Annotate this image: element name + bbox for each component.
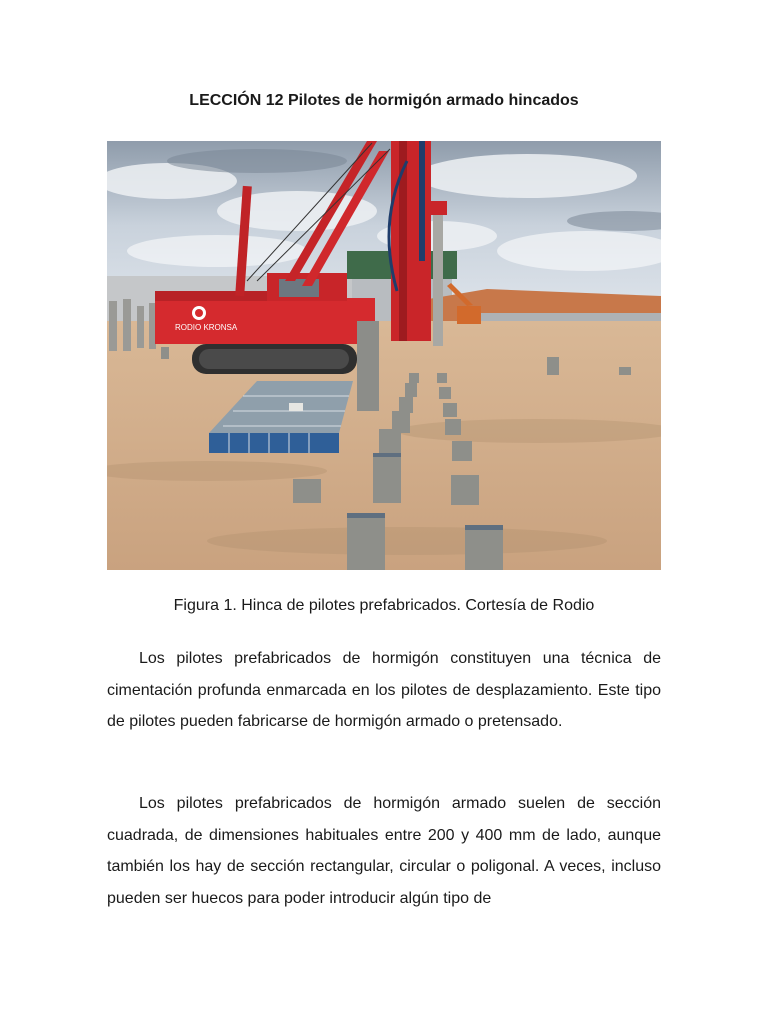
paragraph-2: Los pilotes prefabricados de hormigón armado suelen de sección cuadrada, de dimensiones habituales entre 200 y 400 mm de lado, aunque también los hay de sección rectangular, circular o poligonal. A veces, incluso pueden ser huecos para poder introducir algún tipo de [107, 795, 661, 907]
document-title: LECCIÓN 12 Pilotes de hormigón armado hincados [189, 92, 579, 109]
figure-photo [107, 141, 661, 570]
figure-caption: Figura 1. Hinca de pilotes prefabricados. Cortesía de Rodio [173, 597, 595, 614]
rig-label: RODIO KRONSA [175, 323, 238, 332]
paragraph-1: Los pilotes prefabricados de hormigón constituyen una técnica de cimentación profunda enmarcada en los pilotes de desplazamiento. Este tipo de pilotes pueden fabricarse de hormigón armado o pretensado. [107, 650, 661, 730]
